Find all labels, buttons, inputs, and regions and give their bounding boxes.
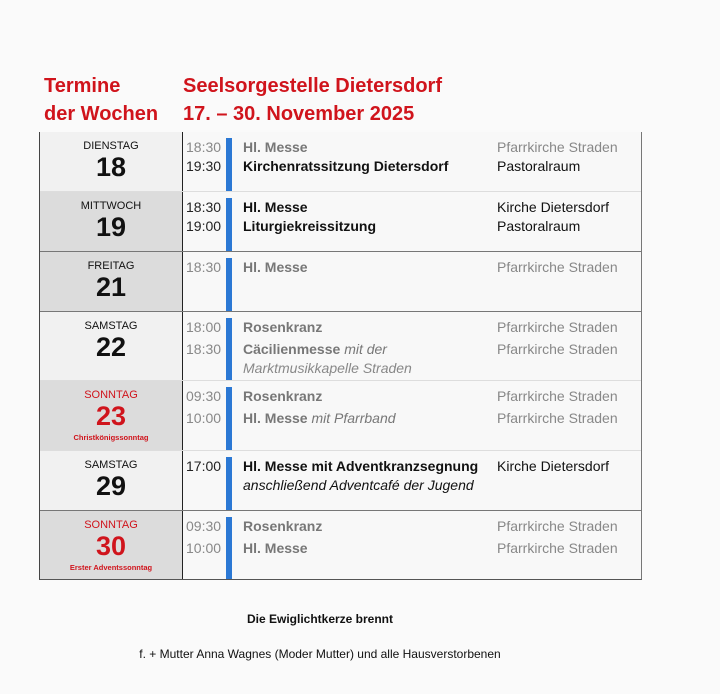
feast-note: Erster Adventssonntag <box>69 563 153 572</box>
accent-bar <box>226 387 232 450</box>
table-row <box>40 191 641 251</box>
accent-bar <box>226 318 232 380</box>
event-time: 19:00 <box>186 218 222 234</box>
event-line <box>183 138 641 157</box>
weekday-label: FREITAG <box>87 260 135 272</box>
table-row <box>40 510 641 579</box>
accent-bar <box>226 517 232 579</box>
event-line <box>183 157 641 176</box>
event-line <box>183 539 641 558</box>
event-title: Hl. Messe mit Adventkranzsegnung <box>243 458 479 474</box>
event-location: Kirche Dietersdorf <box>497 199 610 215</box>
event-line <box>183 409 641 428</box>
event-time: 18:30 <box>186 341 222 357</box>
event-time: 10:00 <box>186 410 222 426</box>
event-line <box>183 217 641 236</box>
event-title-main: Cäcilienmesse <box>243 341 341 357</box>
table-row <box>40 251 641 311</box>
weekday-label: SONNTAG <box>84 519 138 531</box>
event-detail: mit Pfarrband <box>311 410 396 426</box>
date-number: 30 <box>95 531 127 561</box>
event-time: 09:30 <box>186 518 222 534</box>
events-cell <box>183 132 641 191</box>
accent-bar <box>226 138 232 191</box>
event-title: Hl. Messe <box>243 540 308 556</box>
event-location: Pastoralraum <box>497 158 581 174</box>
accent-bar <box>226 457 232 510</box>
weekday-label: SONNTAG <box>84 389 138 401</box>
event-location: Pfarrkirche Straden <box>497 518 618 534</box>
date-range: 17. – 30. November 2025 <box>183 103 415 125</box>
day-cell <box>40 511 183 579</box>
footer-heading: Die Ewiglichtkerze brennt <box>246 612 394 626</box>
events-cell <box>183 312 641 380</box>
event-time: 17:00 <box>186 458 222 474</box>
event-title <box>243 409 497 428</box>
event-time: 18:30 <box>186 199 222 215</box>
events-cell <box>183 511 641 579</box>
schedule-table <box>39 132 642 580</box>
date-number: 19 <box>95 212 127 242</box>
event-title <box>243 340 497 359</box>
header-left <box>44 72 158 128</box>
event-line <box>183 517 641 536</box>
events-cell <box>183 192 641 251</box>
table-row <box>40 132 641 191</box>
event-time: 18:00 <box>186 319 222 335</box>
event-title: Rosenkranz <box>243 518 323 534</box>
event-location: Pfarrkirche Straden <box>497 388 618 404</box>
event-location: Kirche Dietersdorf <box>497 458 610 474</box>
day-cell <box>40 381 183 450</box>
event-continuation: anschließend Adventcafé der Jugend <box>243 477 474 493</box>
event-title: Liturgiekreissitzung <box>243 218 377 234</box>
day-cell <box>40 451 183 510</box>
footer-text: f. + Mutter Anna Wagnes (Moder Mutter) und alle Hausverstorbenen <box>139 647 501 661</box>
event-location: Pfarrkirche Straden <box>497 319 618 335</box>
event-location: Pfarrkirche Straden <box>497 410 618 426</box>
event-time: 09:30 <box>186 388 222 404</box>
accent-bar <box>226 258 232 311</box>
event-location: Pfarrkirche Straden <box>497 259 618 275</box>
feast-note: Christkönigssonntag <box>73 433 149 442</box>
header-right <box>183 72 442 128</box>
event-title: Hl. Messe <box>243 199 308 215</box>
event-continuation: Marktmusikkapelle Straden <box>243 360 412 376</box>
event-line <box>183 198 641 217</box>
date-number: 21 <box>95 272 127 302</box>
date-number: 22 <box>95 332 127 362</box>
weekday-label: SAMSTAG <box>84 459 138 471</box>
date-number: 18 <box>95 152 127 182</box>
day-cell <box>40 192 183 251</box>
event-line <box>183 457 641 476</box>
event-location: Pfarrkirche Straden <box>497 341 618 357</box>
events-cell <box>183 451 641 510</box>
event-time: 18:30 <box>186 259 222 275</box>
event-time: 10:00 <box>186 540 222 556</box>
weekday-label: DIENSTAG <box>83 140 139 152</box>
table-row <box>40 450 641 510</box>
day-cell <box>40 312 183 380</box>
accent-bar <box>226 198 232 251</box>
table-row <box>40 311 641 380</box>
header-left-line1: Termine <box>44 75 121 97</box>
table-row <box>40 380 641 450</box>
event-title: Hl. Messe <box>243 259 308 275</box>
weekday-label: MITTWOCH <box>80 200 142 212</box>
event-title-main: Hl. Messe <box>243 410 308 426</box>
page-title: Seelsorgestelle Dietersdorf <box>183 75 442 97</box>
date-number: 29 <box>95 471 127 501</box>
event-title: Rosenkranz <box>243 388 323 404</box>
event-time: 18:30 <box>186 139 222 155</box>
event-location: Pastoralraum <box>497 218 581 234</box>
weekday-label: SAMSTAG <box>84 320 138 332</box>
events-cell <box>183 252 641 311</box>
day-cell <box>40 252 183 311</box>
date-number: 23 <box>95 401 127 431</box>
event-time: 19:30 <box>186 158 222 174</box>
event-location: Pfarrkirche Straden <box>497 139 618 155</box>
day-cell <box>40 132 183 191</box>
event-title: Kirchenratssitzung Dietersdorf <box>243 158 449 174</box>
event-line <box>183 318 641 337</box>
events-cell <box>183 381 641 450</box>
event-line <box>183 258 641 277</box>
event-detail: mit der <box>344 341 387 357</box>
header-left-line2: der Wochen <box>44 103 159 125</box>
event-line <box>183 340 641 359</box>
event-title: Hl. Messe <box>243 139 308 155</box>
event-location: Pfarrkirche Straden <box>497 540 618 556</box>
event-line <box>183 387 641 406</box>
event-title: Rosenkranz <box>243 319 323 335</box>
